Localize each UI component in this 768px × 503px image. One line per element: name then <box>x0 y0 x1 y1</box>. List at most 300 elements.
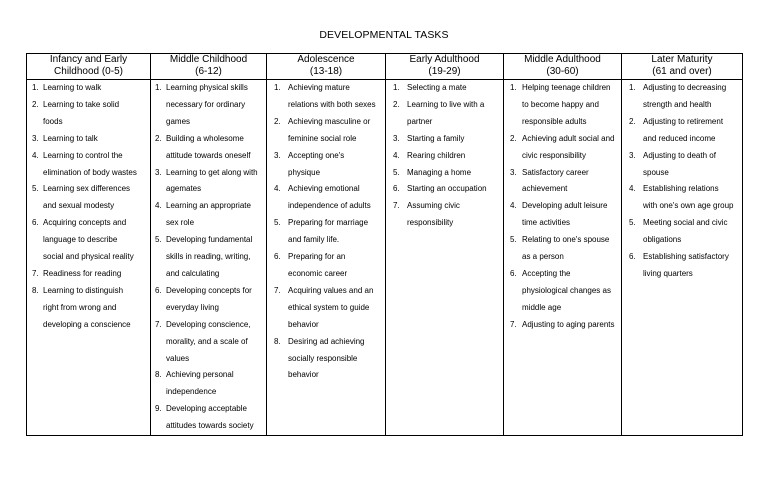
task-line <box>267 215 385 232</box>
task-number: 1. <box>510 83 517 92</box>
task-number: 2. <box>32 99 39 109</box>
task-number: 5. <box>629 218 636 228</box>
task-text: physiological changes as <box>522 285 611 295</box>
header-line: (13-18) <box>309 65 343 77</box>
task-line <box>267 232 385 249</box>
task-line <box>267 334 385 351</box>
task-text: with one's own age group <box>643 201 734 211</box>
task-text: and sexual modesty <box>43 201 115 211</box>
task-text: Learning to take solid <box>43 99 120 109</box>
task-text: Learning to get along with <box>166 167 258 177</box>
task-number <box>151 351 166 368</box>
task-number <box>151 148 166 165</box>
task-number <box>386 215 407 232</box>
task-text: Acquiring values and an <box>288 285 374 295</box>
task-text: feminine social role <box>288 133 357 143</box>
task-line <box>151 181 266 198</box>
task-line <box>504 300 621 317</box>
task-number <box>622 97 643 114</box>
task-text: Establishing relations <box>643 184 719 194</box>
task-text: civic responsibility <box>522 150 587 160</box>
task-line <box>504 266 621 283</box>
task-list <box>386 80 503 232</box>
task-text: language to describe <box>43 235 118 245</box>
task-number: 1. <box>32 83 39 92</box>
task-line <box>386 114 503 131</box>
task-number: 2. <box>393 99 400 109</box>
task-text: as a person <box>522 252 564 262</box>
task-text: Learning to walk <box>43 83 102 92</box>
task-number: 4. <box>155 201 162 211</box>
task-text: right from wrong and <box>43 302 117 312</box>
task-line <box>151 249 266 266</box>
task-text: Achieving mature <box>288 83 350 92</box>
task-number: 6. <box>629 252 636 262</box>
task-line <box>386 80 503 97</box>
task-text: physique <box>288 167 321 177</box>
task-text: to become happy and <box>522 99 599 109</box>
task-text: Adjusting to aging parents <box>522 319 615 329</box>
task-text: ethical system to guide <box>288 302 370 312</box>
task-number <box>267 317 288 334</box>
task-text: Rearing children <box>407 150 466 160</box>
task-text: Establishing satisfactory <box>643 252 729 262</box>
header-line: Infancy and Early <box>49 54 128 65</box>
task-number: 1. <box>155 83 162 92</box>
task-text: obligations <box>643 235 682 245</box>
task-number: 6. <box>393 184 400 194</box>
task-text: behavior <box>288 370 319 380</box>
task-number <box>504 114 522 131</box>
task-text: independence of adults <box>288 201 371 211</box>
task-number <box>622 198 643 215</box>
header-line: Childhood (0-5) <box>54 65 123 77</box>
column-adolescence <box>267 80 386 436</box>
task-text: and reduced income <box>643 133 716 143</box>
task-number: 5. <box>274 218 281 228</box>
task-number <box>622 165 643 182</box>
task-number <box>504 215 522 232</box>
task-text: strength and health <box>643 99 712 109</box>
task-number: 7. <box>274 285 281 295</box>
task-line <box>504 131 621 148</box>
task-line <box>27 232 150 249</box>
task-line <box>27 266 150 283</box>
column-middle-adulthood <box>504 80 622 436</box>
task-line <box>267 300 385 317</box>
task-text: Relating to one's spouse <box>522 235 610 245</box>
task-line <box>622 131 742 148</box>
task-number <box>267 266 288 283</box>
task-text: Satisfactory career <box>522 167 589 177</box>
task-list <box>267 80 385 384</box>
task-line <box>151 334 266 351</box>
column-later-maturity <box>622 80 743 436</box>
task-line <box>267 249 385 266</box>
task-number: 5. <box>510 235 517 245</box>
task-text: Assuming civic <box>407 201 460 211</box>
task-line <box>386 97 503 114</box>
task-line <box>151 367 266 384</box>
task-number <box>504 148 522 165</box>
task-number: 5. <box>32 184 39 194</box>
task-number <box>151 114 166 131</box>
task-line <box>27 131 150 148</box>
task-line <box>622 148 742 165</box>
task-line <box>504 215 621 232</box>
task-number <box>267 300 288 317</box>
task-line <box>151 114 266 131</box>
task-number <box>151 181 166 198</box>
column-header-early-adulthood <box>386 54 504 80</box>
task-line <box>151 300 266 317</box>
task-text: Achieving adult social and <box>522 133 615 143</box>
task-number: 2. <box>629 116 636 126</box>
task-number <box>27 317 43 334</box>
task-number <box>504 181 522 198</box>
task-number: 6. <box>32 218 39 228</box>
task-number <box>504 283 522 300</box>
task-number: 2. <box>274 116 281 126</box>
task-line <box>151 401 266 418</box>
task-line <box>151 198 266 215</box>
column-early-adulthood <box>386 80 504 436</box>
task-text: necessary for ordinary <box>166 99 246 109</box>
column-header-infancy <box>27 54 151 80</box>
task-number <box>267 97 288 114</box>
task-list <box>151 80 266 435</box>
task-text: sex role <box>166 218 195 228</box>
task-text: attitudes towards society <box>166 421 254 431</box>
header-line: (19-29) <box>428 65 461 77</box>
task-text: Accepting the <box>522 268 571 278</box>
task-line <box>622 114 742 131</box>
task-number: 3. <box>510 167 517 177</box>
task-number: 5. <box>155 235 162 245</box>
task-number <box>27 165 43 182</box>
task-line <box>27 148 150 165</box>
task-line <box>504 283 621 300</box>
task-number: 6. <box>274 252 281 262</box>
task-text: Achieving emotional <box>288 184 360 194</box>
task-line <box>504 165 621 182</box>
task-text: behavior <box>288 319 319 329</box>
task-number: 3. <box>274 150 281 160</box>
task-number <box>27 232 43 249</box>
task-number <box>267 367 288 384</box>
task-list <box>27 80 150 334</box>
task-text: Learning sex differences <box>43 184 131 194</box>
task-text: Learning to live with a <box>407 99 485 109</box>
task-list <box>622 80 742 283</box>
task-number <box>267 165 288 182</box>
task-number: 1. <box>274 83 281 92</box>
task-line <box>27 283 150 300</box>
task-text: Developing adult leisure <box>522 201 608 211</box>
task-text: values <box>166 353 190 363</box>
task-text: Meeting social and civic <box>643 218 728 228</box>
task-number: 3. <box>155 167 162 177</box>
task-line <box>267 97 385 114</box>
task-line <box>622 97 742 114</box>
task-line <box>386 181 503 198</box>
task-line <box>622 266 742 283</box>
task-text: responsible adults <box>522 116 587 126</box>
task-number <box>151 384 166 401</box>
task-line <box>504 198 621 215</box>
task-line <box>504 97 621 114</box>
task-number: 4. <box>32 150 39 160</box>
task-line <box>151 148 266 165</box>
task-line <box>267 367 385 384</box>
task-text: Learning physical skills <box>166 83 248 92</box>
task-text: agemates <box>166 184 202 194</box>
task-number: 1. <box>629 83 636 92</box>
task-text: Adjusting to decreasing <box>643 83 727 92</box>
task-number <box>622 232 643 249</box>
task-number <box>151 266 166 283</box>
task-text: spouse <box>643 167 669 177</box>
task-text: Selecting a mate <box>407 83 467 92</box>
task-line <box>151 283 266 300</box>
task-number: 6. <box>510 268 517 278</box>
task-line <box>267 266 385 283</box>
task-text: relations with both sexes <box>288 99 376 109</box>
task-text: Building a wholesome <box>166 133 244 143</box>
task-number: 7. <box>393 201 400 211</box>
task-number <box>504 249 522 266</box>
task-text: Preparing for an <box>288 252 346 262</box>
task-line <box>151 384 266 401</box>
task-line <box>267 165 385 182</box>
task-text: Learning to distinguish <box>43 285 124 295</box>
task-text: Achieving masculine or <box>288 116 371 126</box>
task-line <box>386 148 503 165</box>
task-text: Readiness for reading <box>43 268 122 278</box>
task-number <box>27 198 43 215</box>
task-line <box>386 215 503 232</box>
task-line <box>151 131 266 148</box>
task-line <box>504 114 621 131</box>
task-line <box>151 165 266 182</box>
header-line: (61 and over) <box>652 65 712 77</box>
task-line <box>151 317 266 334</box>
column-middle-childhood <box>151 80 267 436</box>
task-text: skills in reading, writing, <box>166 252 251 262</box>
task-text: living quarters <box>643 268 693 278</box>
task-number <box>27 114 43 131</box>
task-text: Starting a family <box>407 133 465 143</box>
task-number <box>151 334 166 351</box>
tasks-row <box>27 80 743 436</box>
task-line <box>27 198 150 215</box>
task-number: 2. <box>510 133 517 143</box>
task-number: 8. <box>155 370 162 380</box>
task-number: 9. <box>155 404 162 414</box>
task-text: Helping teenage children <box>522 83 611 92</box>
task-line <box>622 181 742 198</box>
task-list <box>504 80 621 334</box>
task-number: 4. <box>274 184 281 194</box>
task-text: Accepting one's <box>288 150 345 160</box>
task-line <box>151 215 266 232</box>
task-number: 8. <box>32 285 39 295</box>
document-title: DEVELOPMENTAL TASKS <box>319 29 449 41</box>
task-line <box>622 249 742 266</box>
task-number <box>386 114 407 131</box>
column-header-middle-adulthood <box>504 54 622 80</box>
task-line <box>504 232 621 249</box>
task-text: and calculating <box>166 268 220 278</box>
task-text: Desiring ad achieving <box>288 336 365 346</box>
column-header-later-maturity <box>622 54 743 80</box>
task-line <box>151 232 266 249</box>
task-line <box>27 80 150 97</box>
task-text: socially responsible <box>288 353 358 363</box>
task-text: social and physical reality <box>43 252 134 262</box>
task-number <box>151 300 166 317</box>
task-line <box>151 418 266 435</box>
task-line <box>267 148 385 165</box>
task-text: achievement <box>522 184 568 194</box>
task-number: 4. <box>629 184 636 194</box>
task-line <box>27 300 150 317</box>
task-text: Achieving personal <box>166 370 234 380</box>
task-text: Starting an occupation <box>407 184 487 194</box>
task-line <box>504 317 621 334</box>
task-number <box>151 215 166 232</box>
task-text: games <box>166 116 191 126</box>
task-text: economic career <box>288 268 348 278</box>
header-line: Middle Adulthood <box>524 54 601 65</box>
task-number <box>504 300 522 317</box>
task-line <box>504 249 621 266</box>
task-text: Acquiring concepts and <box>43 218 127 228</box>
task-text: partner <box>407 116 433 126</box>
task-number <box>267 351 288 368</box>
task-text: responsibility <box>407 218 454 228</box>
task-line <box>27 114 150 131</box>
task-line <box>622 165 742 182</box>
task-line <box>27 317 150 334</box>
task-number: 6. <box>155 285 162 295</box>
task-text: elimination of body wastes <box>43 167 137 177</box>
task-line <box>151 266 266 283</box>
column-infancy <box>27 80 151 436</box>
task-text: Developing fundamental <box>166 235 253 245</box>
task-text: Adjusting to retirement <box>643 116 724 126</box>
task-text: time activities <box>522 218 571 228</box>
task-number <box>504 97 522 114</box>
task-line <box>622 215 742 232</box>
task-text: independence <box>166 387 217 397</box>
task-text: Developing concepts for <box>166 285 252 295</box>
developmental-tasks-table <box>26 53 743 436</box>
task-line <box>267 131 385 148</box>
task-text: Developing acceptable <box>166 404 247 414</box>
task-number: 4. <box>510 201 517 211</box>
task-number: 4. <box>393 150 400 160</box>
column-header-middle-childhood <box>151 54 267 80</box>
task-line <box>622 198 742 215</box>
task-line <box>27 249 150 266</box>
task-number <box>267 131 288 148</box>
task-line <box>622 232 742 249</box>
task-line <box>504 148 621 165</box>
task-number: 7. <box>510 319 517 329</box>
task-number <box>622 131 643 148</box>
task-line <box>267 317 385 334</box>
task-line <box>151 351 266 368</box>
header-line: (30-60) <box>546 65 579 77</box>
task-line <box>151 80 266 97</box>
header-line: (6-12) <box>195 65 222 77</box>
task-number <box>151 418 166 435</box>
task-number: 1. <box>393 83 400 92</box>
task-number: 3. <box>629 150 636 160</box>
task-text: Learning to talk <box>43 133 98 143</box>
header-line: Later Maturity <box>651 54 713 65</box>
task-text: morality, and a scale of <box>166 336 248 346</box>
task-line <box>267 80 385 97</box>
task-line <box>27 181 150 198</box>
task-line <box>267 181 385 198</box>
header-line: Early Adulthood <box>409 54 480 65</box>
task-number: 8. <box>274 336 281 346</box>
task-text: Adjusting to death of <box>643 150 716 160</box>
task-number <box>27 300 43 317</box>
task-text: Preparing for marriage <box>288 218 369 228</box>
task-text: everyday living <box>166 302 219 312</box>
task-number: 5. <box>393 167 400 177</box>
task-line <box>267 198 385 215</box>
task-number <box>267 198 288 215</box>
task-number: 7. <box>32 268 39 278</box>
task-number: 2. <box>155 133 162 143</box>
task-number: 7. <box>155 319 162 329</box>
task-line <box>27 215 150 232</box>
task-line <box>622 80 742 97</box>
task-number <box>151 249 166 266</box>
task-text: middle age <box>522 302 562 312</box>
task-text: Learning to control the <box>43 150 123 160</box>
task-number <box>267 232 288 249</box>
task-line <box>267 283 385 300</box>
task-text: foods <box>43 116 63 126</box>
task-line <box>386 165 503 182</box>
task-number <box>151 97 166 114</box>
task-line <box>386 131 503 148</box>
task-number <box>622 266 643 283</box>
header-line: Middle Childhood <box>169 54 248 65</box>
task-line <box>27 165 150 182</box>
task-line <box>386 198 503 215</box>
task-number: 3. <box>32 133 39 143</box>
task-text: and family life. <box>288 235 340 245</box>
task-number <box>27 249 43 266</box>
task-line <box>267 351 385 368</box>
task-line <box>27 97 150 114</box>
header-row <box>27 54 743 80</box>
task-text: developing a conscience <box>43 319 131 329</box>
task-text: Developing conscience, <box>166 319 251 329</box>
task-line <box>504 80 621 97</box>
task-text: attitude towards oneself <box>166 150 251 160</box>
task-text: Learning an appropriate <box>166 201 251 211</box>
task-number: 3. <box>393 133 400 143</box>
task-line <box>504 181 621 198</box>
task-line <box>267 114 385 131</box>
